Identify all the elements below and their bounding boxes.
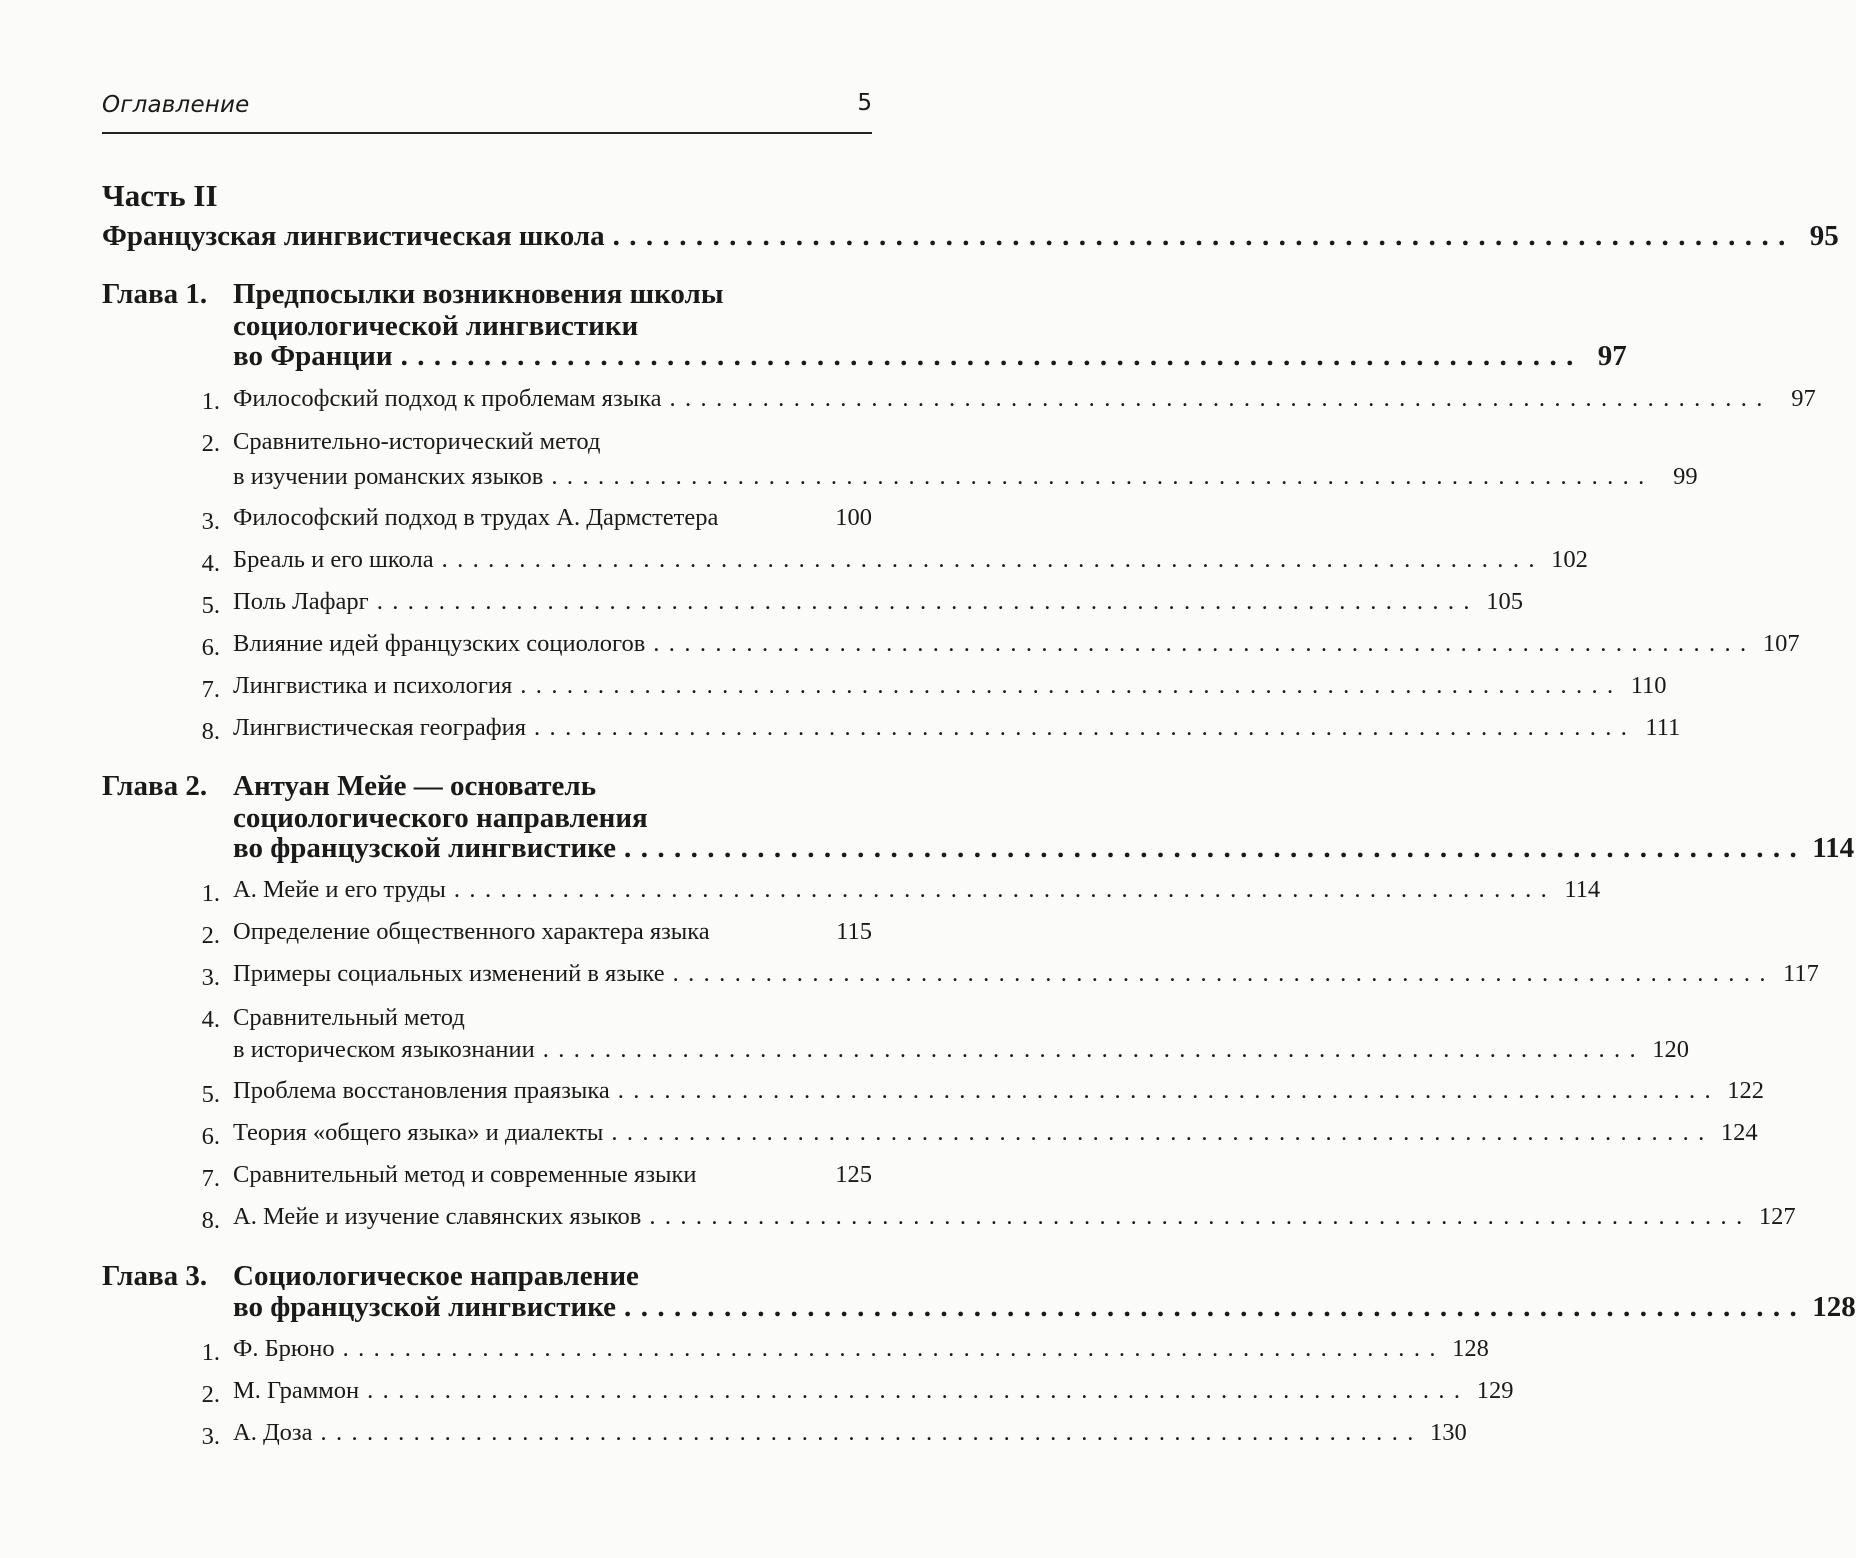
section-number: 4. xyxy=(201,550,220,577)
section-number: 4. xyxy=(201,1006,220,1033)
section-title: Лингвистика и психология xyxy=(233,672,513,699)
toc-entry-section[interactable] xyxy=(233,630,1800,658)
toc-entry-section[interactable] xyxy=(233,714,1681,742)
section-page: 125 xyxy=(835,1161,872,1188)
dot-leader: ....................................................................... xyxy=(624,832,1807,864)
dot-leader: ....................................................................... xyxy=(376,588,1479,615)
section-page: 128 xyxy=(1452,1335,1489,1362)
section-number: 3. xyxy=(201,1423,220,1450)
section-page: 122 xyxy=(1727,1077,1765,1104)
toc-entry-chapter[interactable] xyxy=(233,340,1627,373)
page-number: 5 xyxy=(857,90,872,116)
section-page: 100 xyxy=(835,504,872,531)
section-number: 1. xyxy=(201,1339,220,1366)
section-title: Определение общественного характера языка xyxy=(233,918,710,945)
chapter-page: 114 xyxy=(1812,832,1855,864)
chapter-title-line: во французской лингвистике xyxy=(233,1291,617,1323)
section-number: 3. xyxy=(201,964,220,991)
chapter-title-line[interactable]: социологической лингвистики xyxy=(233,310,639,342)
toc-entry-section[interactable] xyxy=(233,385,1816,413)
chapter-title-line[interactable]: Антуан Мейе — основатель xyxy=(233,770,597,802)
section-title: М. Граммон xyxy=(233,1377,360,1404)
section-page: 124 xyxy=(1720,1119,1758,1146)
dot-leader: ....................................................................... xyxy=(367,1377,1470,1404)
section-page: 111 xyxy=(1645,714,1681,741)
chapter-title-line: во французской лингвистике xyxy=(233,832,617,864)
toc-entry-part[interactable] xyxy=(102,220,1839,253)
section-page: 130 xyxy=(1430,1419,1467,1446)
section-title: Бреаль и его школа xyxy=(233,546,434,573)
dot-leader: ....................................................................... xyxy=(453,876,1557,903)
chapter-title-line[interactable]: социологического направления xyxy=(233,802,648,834)
section-page: 107 xyxy=(1762,630,1800,657)
chapter-label: Глава 1. xyxy=(102,278,208,310)
section-number: 1. xyxy=(201,388,220,415)
section-title: Философский подход к проблемам языка xyxy=(233,385,662,412)
dot-leader: ....................................................................... xyxy=(672,960,1775,987)
chapter-label: Глава 2. xyxy=(102,770,208,802)
toc-entry-section[interactable] xyxy=(233,1036,1690,1064)
section-number: 3. xyxy=(201,508,220,535)
chapter-page: 97 xyxy=(1597,340,1627,372)
running-head-title: Оглавление xyxy=(102,92,250,118)
toc-entry-section[interactable] xyxy=(233,504,872,532)
section-title[interactable]: Сравнительный метод xyxy=(233,1004,465,1031)
section-page: 117 xyxy=(1783,960,1819,987)
section-number: 7. xyxy=(201,1165,220,1192)
section-number: 6. xyxy=(201,634,220,661)
chapter-page: 128 xyxy=(1812,1291,1856,1323)
dot-leader: ....................................................................... xyxy=(542,1036,1646,1063)
toc-entry-section[interactable] xyxy=(233,546,1588,574)
dot-leader: ....................................................................... xyxy=(612,220,1795,252)
section-title: Теория «общего языка» и диалекты xyxy=(233,1119,604,1146)
toc-entry-section[interactable] xyxy=(233,1377,1514,1405)
section-number: 1. xyxy=(201,880,220,907)
toc-entry-section[interactable] xyxy=(233,1419,1467,1447)
chapter-label: Глава 3. xyxy=(102,1260,208,1292)
section-title: А. Доза xyxy=(233,1419,313,1446)
section-title: Философский подход в трудах А. Дармстетера xyxy=(233,504,719,531)
section-page: 99 xyxy=(1673,463,1698,490)
section-title: Проблема восстановления праязыка xyxy=(233,1077,610,1104)
section-page: 129 xyxy=(1476,1377,1514,1404)
section-title: Примеры социальных изменений в языке xyxy=(233,960,665,987)
toc-entry-section[interactable] xyxy=(233,960,1819,988)
section-page: 127 xyxy=(1758,1203,1796,1230)
section-title: Влияние идей французских социологов xyxy=(233,630,646,657)
chapter-title-line: во Франции xyxy=(233,340,393,372)
dot-leader: ....................................................................... xyxy=(534,714,1637,741)
dot-leader: ....................................................................... xyxy=(441,546,1544,573)
section-title: Лингвистическая география xyxy=(233,714,527,741)
section-title: Сравнительный метод и современные языки xyxy=(233,1161,697,1188)
toc-entry-section[interactable] xyxy=(233,1119,1758,1147)
section-number: 8. xyxy=(201,1207,220,1234)
dot-leader: ....................................................................... xyxy=(611,1119,1714,1146)
dot-leader: ....................................................................... xyxy=(617,1077,1721,1104)
part-page: 95 xyxy=(1809,220,1839,252)
section-number: 2. xyxy=(201,922,220,949)
section-page: 120 xyxy=(1652,1036,1690,1063)
part-title: Французская лингвистическая школа xyxy=(102,220,605,252)
dot-leader: ....................................................................... xyxy=(551,463,1654,490)
toc-entry-section[interactable] xyxy=(233,1077,1765,1105)
section-page: 102 xyxy=(1551,546,1588,573)
dot-leader: ....................................................................... xyxy=(342,1335,1445,1362)
toc-entry-section[interactable] xyxy=(233,1203,1796,1231)
section-page: 110 xyxy=(1630,672,1667,699)
section-title: А. Мейе и изучение славянских языков xyxy=(233,1203,642,1230)
dot-leader: ....................................................................... xyxy=(669,385,1772,412)
toc-entry-chapter[interactable] xyxy=(233,1291,1856,1324)
section-title[interactable]: Сравнительно-исторический метод xyxy=(233,428,601,455)
toc-entry-section[interactable] xyxy=(233,876,1601,904)
section-title: Ф. Брюно xyxy=(233,1335,335,1362)
dot-leader: ....................................................................... xyxy=(400,340,1583,372)
section-number: 7. xyxy=(201,676,220,703)
section-page: 115 xyxy=(836,918,872,945)
toc-entry-section[interactable] xyxy=(233,588,1523,616)
section-page: 114 xyxy=(1564,876,1601,903)
dot-leader: ....................................................................... xyxy=(320,1419,1423,1446)
section-title: в изучении романских языков xyxy=(233,463,544,490)
part-label: Часть II xyxy=(102,178,218,213)
section-number: 5. xyxy=(201,1081,220,1108)
section-number: 2. xyxy=(201,430,220,457)
section-title: в историческом языкознании xyxy=(233,1036,535,1063)
section-number: 5. xyxy=(201,592,220,619)
section-title: А. Мейе и его труды xyxy=(233,876,446,903)
toc-entry-section[interactable] xyxy=(233,918,872,946)
section-page: 105 xyxy=(1486,588,1523,615)
toc-entry-section[interactable] xyxy=(233,1161,872,1189)
toc-entry-section[interactable] xyxy=(233,1335,1489,1363)
chapter-title-line[interactable]: Социологическое направление xyxy=(233,1260,639,1292)
toc-entry-section[interactable] xyxy=(233,463,1698,491)
toc-entry-chapter[interactable] xyxy=(233,832,1855,865)
dot-leader: ....................................................................... xyxy=(653,630,1756,657)
section-title: Поль Лафарг xyxy=(233,588,369,615)
dot-leader: ....................................................................... xyxy=(520,672,1623,699)
section-number: 8. xyxy=(201,718,220,745)
toc-entry-section[interactable] xyxy=(233,672,1667,700)
running-head xyxy=(102,88,872,134)
dot-leader: ....................................................................... xyxy=(624,1291,1807,1323)
section-number: 2. xyxy=(201,1381,220,1408)
chapter-title-line[interactable]: Предпосылки возникновения школы xyxy=(233,278,724,310)
section-number: 6. xyxy=(201,1123,220,1150)
section-page: 97 xyxy=(1791,385,1816,412)
dot-leader: ....................................................................... xyxy=(649,1203,1752,1230)
